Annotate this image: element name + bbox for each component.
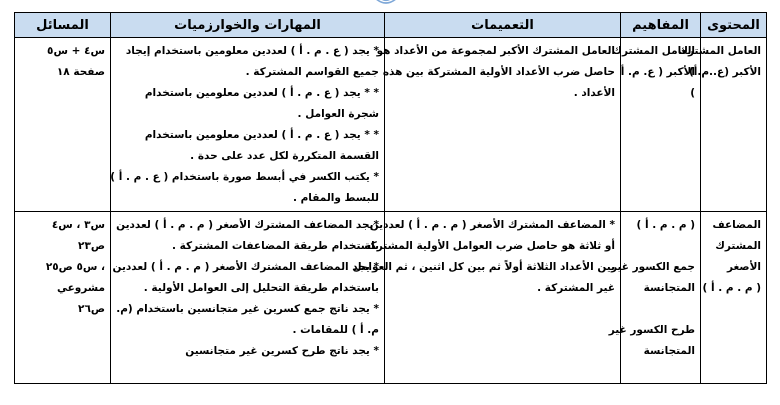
logo-icon [373, 0, 399, 6]
cell-line: الأكبر (ع..م.أ) [688, 66, 761, 78]
cell-concepts [612, 38, 701, 212]
table-header-row [15, 13, 767, 38]
cell-line: س٣ ، س٤ [51, 219, 105, 231]
cell-line: للبسط والمقام . [292, 192, 379, 204]
cell-line: باستخدام طريقة المضاعفات المشتركة . [172, 240, 379, 252]
header-skills: المهارات والخوارزميات [111, 13, 385, 38]
cell-line: العامل المشترك [678, 45, 761, 57]
cell-content [701, 212, 767, 384]
cell-line: جميع القواسم المشتركة . [245, 66, 379, 78]
cell-line: س٤ + س٥ [47, 45, 105, 57]
header-generalizations: التعميمات [385, 13, 621, 38]
cell-line: غير المشتركة . [537, 282, 615, 294]
cell-line: م. أ ) للمقامات . [292, 324, 379, 336]
cell-line: *يجد المضاعف المشترك الأصغر ( م . م . أ ) لعددين [116, 219, 379, 231]
cell-line: المتجانسة [643, 345, 695, 357]
cell-generalizations [376, 38, 621, 212]
cell-line: العامل المشترك الأكبر لمجموعة من الأعداد هو [376, 45, 615, 57]
cell-line: المضاعف [712, 219, 761, 231]
cell-line: طرح الكسور غير [608, 324, 695, 336]
header-concepts: المفاهيم [621, 13, 701, 38]
cell-line: ( م . م . أ ) [702, 282, 761, 294]
cell-line: ص٢٣ [78, 240, 105, 252]
cell-line: المشترك [715, 240, 761, 252]
cell-line: * يجد ناتج جمع كسرين غير متجانسين باستخدام (م. [116, 303, 379, 315]
cell-line: ) [690, 87, 695, 99]
cell-line: أو ثلاثة هو حاصل ضرب العوامل الأولية المشتركة [364, 240, 615, 252]
cell-line: القسمة المتكررة لكل عدد على حدة . [190, 150, 379, 162]
cell-line: شجرة العوامل . [297, 108, 379, 120]
cell-line: * المضاعف المشترك الأصغر ( م . م . أ ) لعددين [369, 219, 615, 231]
cell-problems [15, 212, 111, 384]
cell-line: * يجد المضاعف المشترك الأصغر ( م . م . أ ) لعددين [112, 261, 379, 273]
cell-concepts [608, 212, 701, 384]
cell-line: مشروعي [56, 282, 105, 294]
cell-line: الأكبر ( ع. م. أ [620, 66, 695, 78]
table-row [15, 38, 767, 212]
cell-line: بين الأعداد الثلاثة أولاً ثم بين كل اثنين ، ثم العوامل [352, 261, 615, 273]
cell-generalizations [352, 212, 621, 384]
cell-line: * يجد ( ع . م . أ ) لعددين معلومين باستخدام إيجاد [125, 45, 379, 57]
cell-line: * يجد ناتج طرح كسرين غير متجانسين [185, 345, 379, 357]
cell-line: الأعداد . [573, 87, 615, 99]
cell-line [626, 236, 695, 257]
cell-line: ص٢٦ [78, 303, 105, 315]
cell-line: * * يجد ( ع . م . أ ) لعددين معلومين باستخدام [144, 87, 379, 99]
header-problems: المسائل [15, 13, 111, 38]
cell-line: باستخدام طريقة التحليل إلى العوامل الأولية . [143, 282, 379, 294]
curriculum-table [14, 12, 767, 384]
cell-skills [111, 38, 385, 212]
header-content: المحتوى [701, 13, 767, 38]
cell-line: صفحة ١٨ [56, 66, 105, 78]
cell-line: الأصغر [726, 261, 761, 273]
cell-line [626, 299, 695, 320]
cell-line: * * يجد ( ع . م . أ ) لعددين معلومين باستخدام [144, 129, 379, 141]
cell-line: العامل المشترك [612, 45, 695, 57]
cell-line: جمع الكسور غير [610, 261, 695, 273]
cell-content [678, 38, 767, 212]
cell-line: ( م . م . أ ) [636, 219, 695, 231]
table-row [15, 212, 767, 384]
cell-line: المتجانسة [643, 282, 695, 294]
top-banner [0, 0, 780, 8]
cell-line: * يكتب الكسر في أبسط صورة باستخدام ( ع . م . أ ) [110, 171, 379, 183]
cell-problems [15, 38, 111, 212]
cell-line: ، س٥ ص٢٥ [45, 261, 105, 273]
cell-skills [111, 212, 385, 384]
cell-line: حاصل ضرب الأعداد الأولية المشتركة بين هذه [382, 66, 615, 78]
